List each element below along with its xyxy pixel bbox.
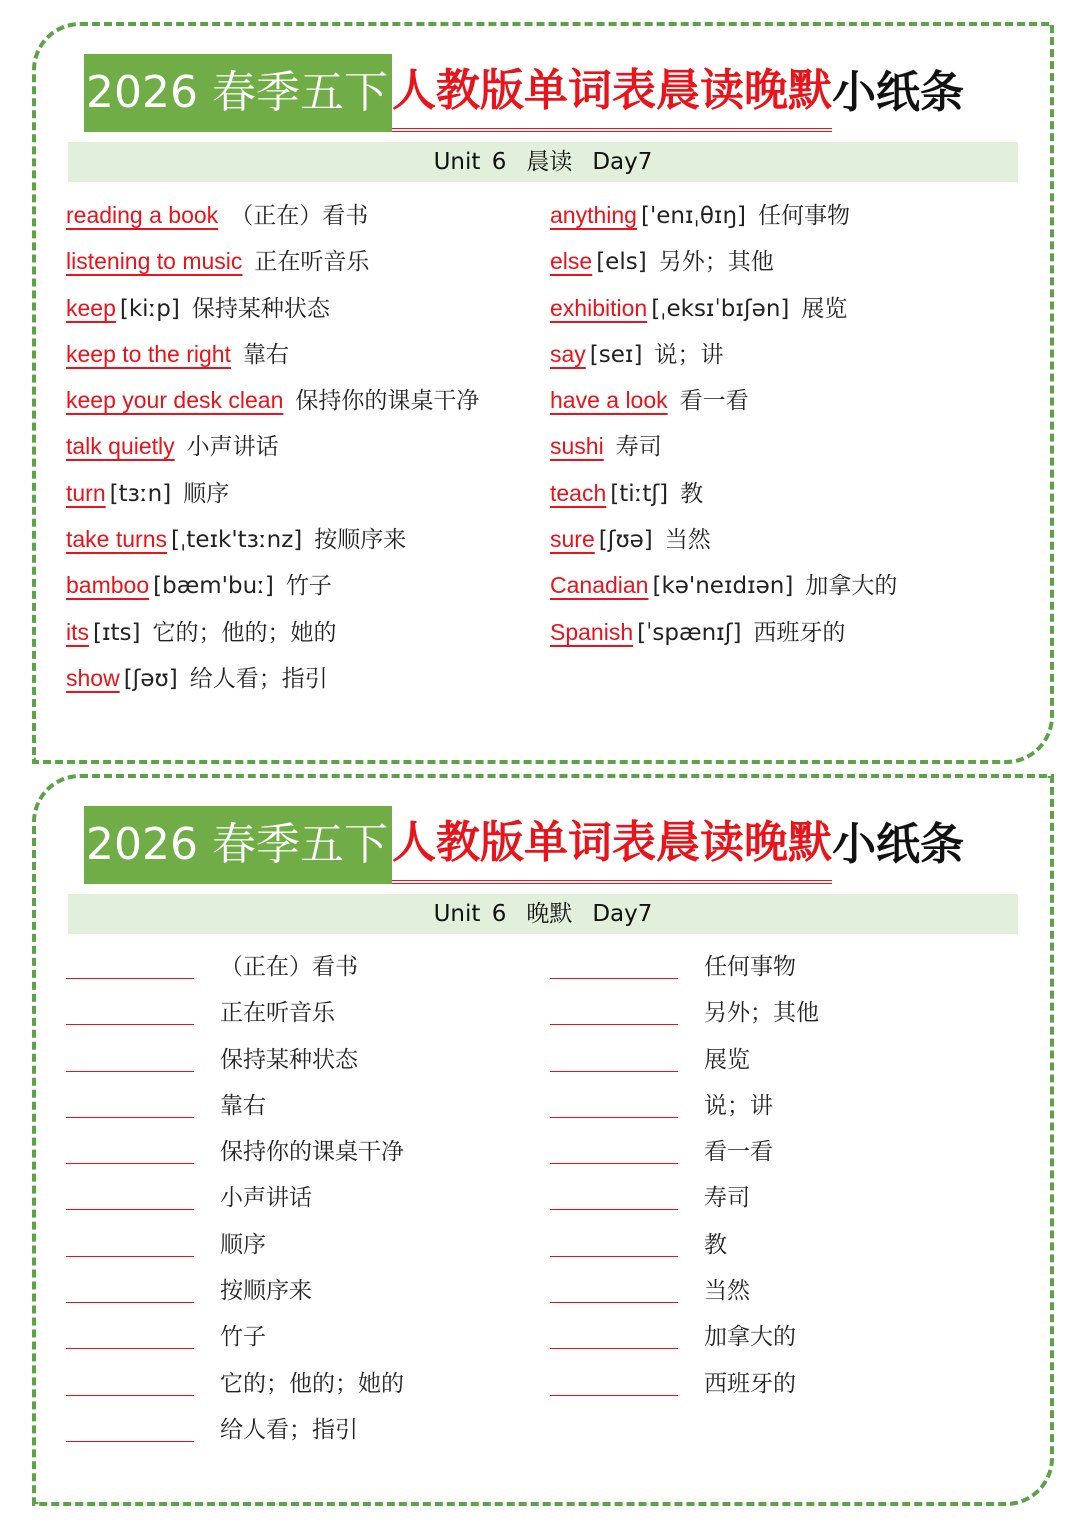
dictation-row	[550, 1314, 1000, 1360]
word-row	[550, 470, 1000, 516]
word-row	[550, 423, 1000, 469]
word-english: say	[550, 340, 586, 367]
dictation-row	[66, 1175, 516, 1221]
word-row	[550, 562, 1000, 608]
answer-blank[interactable]	[66, 1348, 194, 1349]
word-english: Spanish	[550, 618, 634, 645]
word-chinese: 保持你的课桌干净	[295, 388, 480, 415]
answer-blank[interactable]	[66, 1441, 194, 1442]
dictation-prompt: 给人看；指引	[220, 1416, 358, 1443]
answer-blank[interactable]	[550, 978, 678, 979]
unit-banner	[68, 142, 1018, 182]
word-chinese: 顺序	[183, 480, 230, 507]
answer-blank[interactable]	[66, 1302, 194, 1303]
dictation-row	[66, 1083, 516, 1129]
answer-blank[interactable]	[550, 1302, 678, 1303]
dictation-list-left	[66, 944, 516, 1453]
word-phonetic: [kə'neɪdɪən]	[652, 573, 794, 600]
dictation-row	[66, 1314, 516, 1360]
dictation-prompt: 另外；其他	[704, 1000, 819, 1027]
dictation-prompt: 小声讲话	[220, 1185, 312, 1212]
word-phonetic: [seɪ]	[589, 341, 643, 368]
word-english: reading a book	[66, 202, 219, 228]
dictation-prompt: 说；讲	[704, 1092, 773, 1119]
word-row	[66, 470, 516, 516]
banner-mode: 晚默	[526, 901, 573, 927]
word-english: else	[550, 248, 593, 275]
banner-day: Day7	[592, 901, 653, 927]
dictation-prompt: 保持你的课桌干净	[220, 1139, 404, 1166]
word-row	[550, 192, 1000, 238]
answer-blank[interactable]	[550, 1395, 678, 1396]
dictation-row	[66, 1361, 516, 1407]
word-row	[550, 609, 1000, 655]
banner-mode: 晨读	[526, 149, 573, 175]
dictation-prompt: 顺序	[220, 1231, 266, 1258]
word-phonetic: [ʃəʊ]	[123, 665, 178, 692]
word-chinese: 另外；其他	[658, 249, 774, 276]
dictation-row	[550, 1222, 1000, 1268]
dictation-prompt: 教	[704, 1231, 727, 1258]
dictation-prompt: （正在）看书	[220, 954, 358, 980]
word-chinese: 正在听音乐	[254, 249, 370, 276]
title-year-season: 2026 春季五下	[84, 54, 392, 132]
word-chinese: 小声讲话	[186, 434, 279, 461]
word-phonetic: [tɜːn]	[109, 480, 172, 507]
word-phonetic: [tiːtʃ]	[610, 480, 669, 507]
word-phonetic: [ɪts]	[93, 619, 141, 646]
dictation-row	[550, 1083, 1000, 1129]
word-english: keep to the right	[66, 340, 231, 367]
word-chinese: 看一看	[679, 388, 749, 415]
dictation-row	[66, 1268, 516, 1314]
word-list-right	[550, 192, 1000, 655]
word-row	[550, 285, 1000, 331]
dictation-row	[66, 1407, 516, 1453]
dictation-row	[550, 1037, 1000, 1083]
dictation-prompt: 加拿大的	[704, 1324, 796, 1351]
word-english: listening to music	[66, 248, 243, 275]
banner-unit: Unit 6	[433, 149, 507, 175]
title-edition: 人教版单词表晨读晚默	[392, 806, 832, 884]
answer-blank[interactable]	[66, 1117, 194, 1118]
word-chinese: 当然	[664, 527, 711, 554]
dictation-prompt: 按顺序来	[220, 1278, 312, 1305]
word-chinese: 西班牙的	[753, 619, 846, 646]
word-chinese: （正在）看书	[230, 203, 369, 229]
word-chinese: 按顺序来	[314, 527, 407, 554]
word-english: turn	[66, 479, 106, 506]
dictation-prompt: 任何事物	[704, 954, 796, 980]
answer-blank[interactable]	[550, 1024, 678, 1025]
word-chinese: 说；讲	[654, 341, 724, 368]
word-chinese: 教	[680, 480, 704, 507]
dictation-row	[550, 990, 1000, 1036]
word-chinese: 竹子	[285, 573, 332, 600]
dictation-row	[66, 944, 516, 990]
dictation-prompt: 寿司	[704, 1185, 750, 1212]
word-english: anything	[550, 202, 637, 228]
answer-blank[interactable]	[550, 1117, 678, 1118]
word-row	[66, 562, 516, 608]
word-row	[66, 285, 516, 331]
word-chinese: 寿司	[615, 434, 662, 461]
word-row	[66, 655, 516, 701]
answer-blank[interactable]	[66, 978, 194, 979]
word-phonetic: [ˈspænɪʃ]	[637, 619, 742, 646]
dictation-row	[550, 944, 1000, 990]
dictation-prompt: 它的；他的；她的	[220, 1370, 404, 1397]
answer-blank[interactable]	[550, 1071, 678, 1072]
word-list-left	[66, 192, 516, 701]
word-chinese: 它的；他的；她的	[152, 619, 337, 646]
word-phonetic: [els]	[596, 249, 647, 276]
morning-reading-card	[32, 22, 1054, 764]
dictation-prompt: 保持某种状态	[220, 1046, 358, 1073]
answer-blank[interactable]	[66, 1395, 194, 1396]
dictation-row	[66, 1037, 516, 1083]
word-row	[66, 423, 516, 469]
card-title	[84, 806, 964, 884]
dictation-row	[66, 990, 516, 1036]
dictation-row	[66, 1222, 516, 1268]
word-english: take turns	[66, 526, 167, 553]
word-row	[66, 609, 516, 655]
dictation-row	[550, 1268, 1000, 1314]
word-phonetic: ['enɪˌθɪŋ]	[640, 203, 747, 229]
word-row	[550, 516, 1000, 562]
word-english: its	[66, 618, 89, 645]
word-row	[66, 516, 516, 562]
word-english: keep your desk clean	[66, 387, 284, 414]
unit-banner	[68, 894, 1018, 934]
answer-blank[interactable]	[550, 1348, 678, 1349]
word-english: show	[66, 664, 120, 691]
word-row	[66, 331, 516, 377]
word-phonetic: [bæm'buː]	[153, 573, 274, 600]
word-row	[66, 377, 516, 423]
dictation-prompt: 西班牙的	[704, 1370, 796, 1397]
card-title	[84, 54, 964, 132]
word-row	[550, 238, 1000, 284]
dictation-list-right	[550, 944, 1000, 1407]
dictation-row	[550, 1361, 1000, 1407]
word-row	[66, 238, 516, 284]
dictation-row	[550, 1175, 1000, 1221]
word-english: sure	[550, 526, 595, 553]
word-chinese: 任何事物	[758, 203, 851, 229]
word-english: keep	[66, 294, 116, 321]
dictation-prompt: 展览	[704, 1046, 750, 1073]
dictation-row	[550, 1129, 1000, 1175]
title-year-season: 2026 春季五下	[84, 806, 392, 884]
word-phonetic: [ʃʊə]	[598, 527, 653, 554]
dictation-prompt: 竹子	[220, 1324, 266, 1351]
word-english: exhibition	[550, 294, 648, 321]
answer-blank[interactable]	[66, 1256, 194, 1257]
evening-dictation-card	[32, 774, 1054, 1506]
word-english: Canadian	[550, 572, 649, 599]
word-english: sushi	[550, 433, 604, 460]
answer-blank[interactable]	[66, 1071, 194, 1072]
word-chinese: 保持某种状态	[191, 295, 330, 322]
dictation-prompt: 当然	[704, 1278, 750, 1305]
word-row	[550, 377, 1000, 423]
word-english: talk quietly	[66, 433, 175, 460]
word-phonetic: [ˌeksɪˈbɪʃən]	[651, 295, 790, 322]
banner-day: Day7	[592, 149, 653, 175]
answer-blank[interactable]	[550, 1209, 678, 1210]
word-english: teach	[550, 479, 607, 506]
word-row	[550, 331, 1000, 377]
word-phonetic: [ˌteɪk'tɜːnz]	[171, 527, 303, 554]
title-edition: 人教版单词表晨读晚默	[392, 54, 832, 132]
answer-blank[interactable]	[66, 1209, 194, 1210]
dictation-prompt: 看一看	[704, 1139, 773, 1166]
dictation-prompt: 靠右	[220, 1092, 266, 1119]
dictation-row	[66, 1129, 516, 1175]
word-chinese: 靠右	[242, 341, 289, 368]
answer-blank[interactable]	[66, 1024, 194, 1025]
word-english: have a look	[550, 387, 668, 414]
banner-unit: Unit 6	[433, 901, 507, 927]
dictation-prompt: 正在听音乐	[220, 1000, 335, 1027]
answer-blank[interactable]	[550, 1163, 678, 1164]
word-phonetic: [kiːp]	[119, 295, 180, 322]
word-row	[66, 192, 516, 238]
word-chinese: 给人看；指引	[189, 665, 328, 692]
word-english: bamboo	[66, 572, 150, 599]
title-suffix: 小纸条	[831, 67, 964, 118]
answer-blank[interactable]	[550, 1256, 678, 1257]
word-chinese: 加拿大的	[805, 573, 898, 600]
answer-blank[interactable]	[66, 1163, 194, 1164]
title-suffix: 小纸条	[831, 819, 964, 870]
word-chinese: 展览	[801, 295, 848, 322]
